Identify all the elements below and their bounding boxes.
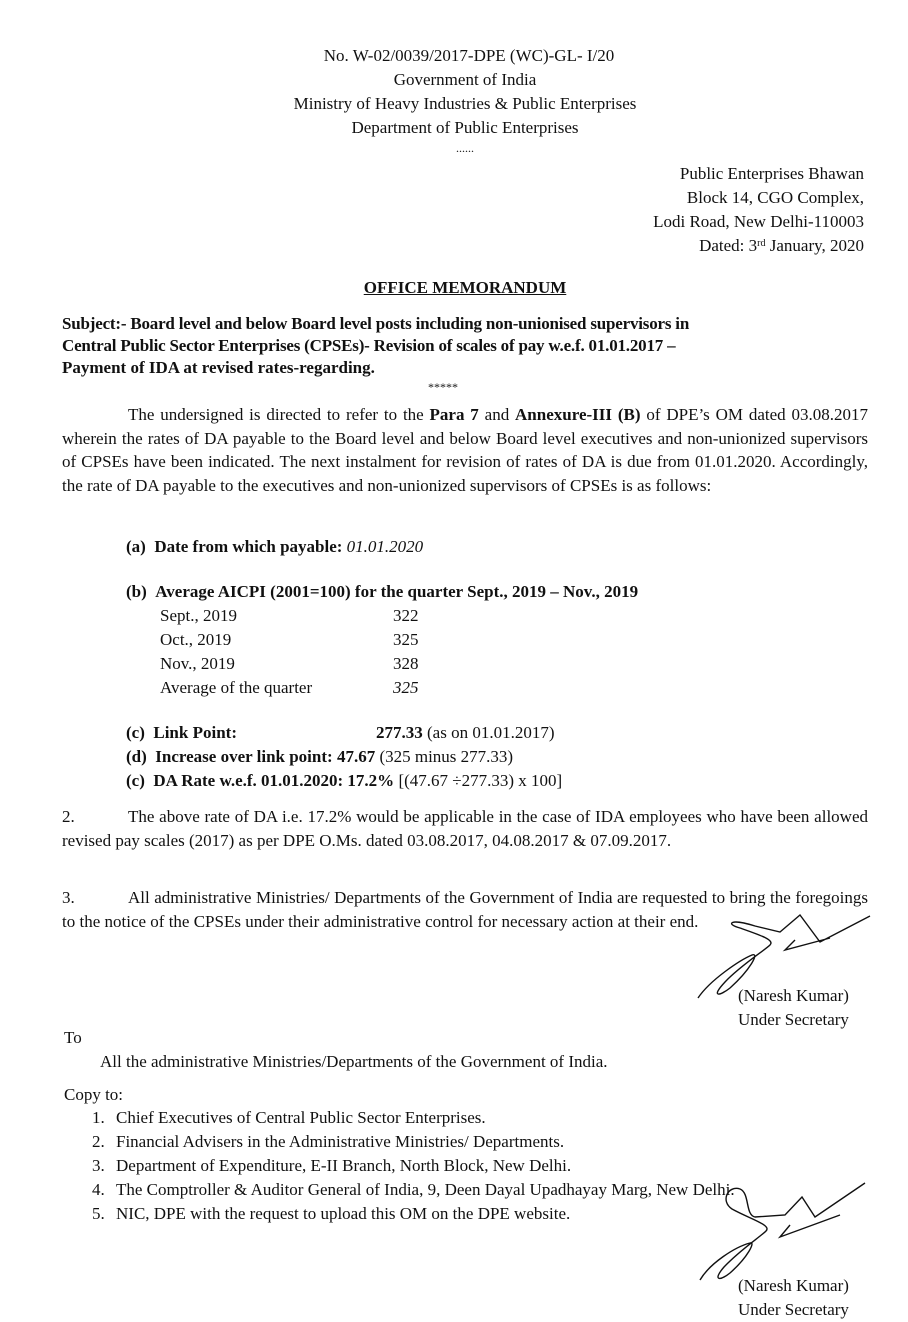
aicpi-row: Oct., 2019 325	[160, 630, 419, 649]
subject-stars: *****	[428, 380, 458, 394]
copy-to-item: 2. Financial Advisers in the Administrative Ministries/ Departments.	[92, 1132, 565, 1151]
link-point-value: 277.33 (as on 01.01.2017)	[376, 723, 555, 742]
paragraph-2: 2. The above rate of DA i.e. 17.2% would be applicable in the case of IDA employees who have been allowed revised pay scales (2017) as per DPE O.Ms. dated 03.08.2017, 04.08.2017 & 07.09.2017.	[62, 807, 868, 850]
item-a: (a) Date from which payable: 01.01.2020	[126, 537, 424, 556]
signature-2-icon	[690, 1175, 900, 1285]
copy-to-item: 1. Chief Executives of Central Public Sector Enterprises.	[92, 1108, 486, 1127]
copy-to-item: 4. The Comptroller & Auditor General of India, 9, Deen Dayal Upadhayay Marg, New Delhi.	[92, 1180, 735, 1199]
address-line-3: Lodi Road, New Delhi-110003	[653, 212, 864, 231]
to-label: To	[64, 1028, 82, 1047]
memo-title-wrap	[0, 278, 908, 298]
memo-title: OFFICE MEMORANDUM	[363, 278, 567, 297]
signatory-name: (Naresh Kumar)	[738, 986, 849, 1005]
government-name: Government of India	[393, 70, 537, 89]
item-c: (c) Link Point:	[126, 723, 237, 742]
intro-paragraph: The undersigned is directed to refer to the Para 7 and Annexure-III (B) of DPE’s OM dated 03.08.2017 wherein the rates of DA payable to the Board level and below Board level executives and non-unionized supervisors of CPSEs have been indicated. The next instalment for revision of rates of DA is due from 01.01.2020. Accordingly, the rate of DA payable to the executives and non-unionized supervisors of CPSEs is as follows:	[62, 405, 868, 495]
header-separator: ......	[456, 141, 474, 155]
paragraph-3: 3. All administrative Ministries/ Departments of the Government of India are requested to bring the foregoings to the notice of the CPSEs under their administrative control for necessary action at their end.	[62, 888, 868, 931]
address-line-2: Block 14, CGO Complex,	[686, 188, 864, 207]
department-name: Department of Public Enterprises	[351, 118, 579, 137]
address-line-1: Public Enterprises Bhawan	[679, 164, 864, 183]
aicpi-row: Nov., 2019 328	[160, 654, 419, 673]
aicpi-row: Sept., 2019 322	[160, 606, 419, 625]
signatory-designation: Under Secretary	[738, 1300, 849, 1319]
signatory-1	[738, 984, 868, 1032]
item-b: (b) Average AICPI (2001=100) for the quarter Sept., 2019 – Nov., 2019	[126, 582, 639, 601]
signatory-name: (Naresh Kumar)	[738, 1276, 849, 1295]
copy-to-label: Copy to:	[64, 1085, 124, 1104]
ministry-name: Ministry of Heavy Industries & Public Enterprises	[293, 94, 637, 113]
copy-to-item: 5. NIC, DPE with the request to upload this OM on the DPE website.	[92, 1204, 571, 1223]
item-d: (d) Increase over link point: 47.67 (325 minus 277.33)	[126, 747, 514, 766]
payable-date: 01.01.2020	[346, 537, 424, 556]
file-number: No. W-02/0039/2017-DPE (WC)-GL- I/20	[323, 46, 615, 65]
address-block	[653, 162, 864, 258]
item-da-rate: (c) DA Rate w.e.f. 01.01.2020: 17.2% [(47.67 ÷277.33) x 100]	[126, 771, 563, 790]
signatory-designation: Under Secretary	[738, 1010, 849, 1029]
signatory-2	[738, 1274, 868, 1322]
memo-subject: Subject:- Board level and below Board level posts including non-unionised supervisors in Central Public Sector Enterprises (CPSEs)- Revision of scales of pay w.e.f. 01.01.2017 – Payment of IDA at revised rates-regarding.	[62, 314, 690, 377]
aicpi-row-average: Average of the quarter 325	[160, 678, 419, 697]
memo-date: Dated: 3rd January, 2020	[699, 236, 864, 255]
copy-to-item: 3. Department of Expenditure, E-II Branch, North Block, New Delhi.	[92, 1156, 572, 1175]
to-recipient: All the administrative Ministries/Departments of the Government of India.	[100, 1052, 608, 1071]
letterhead	[0, 44, 908, 164]
